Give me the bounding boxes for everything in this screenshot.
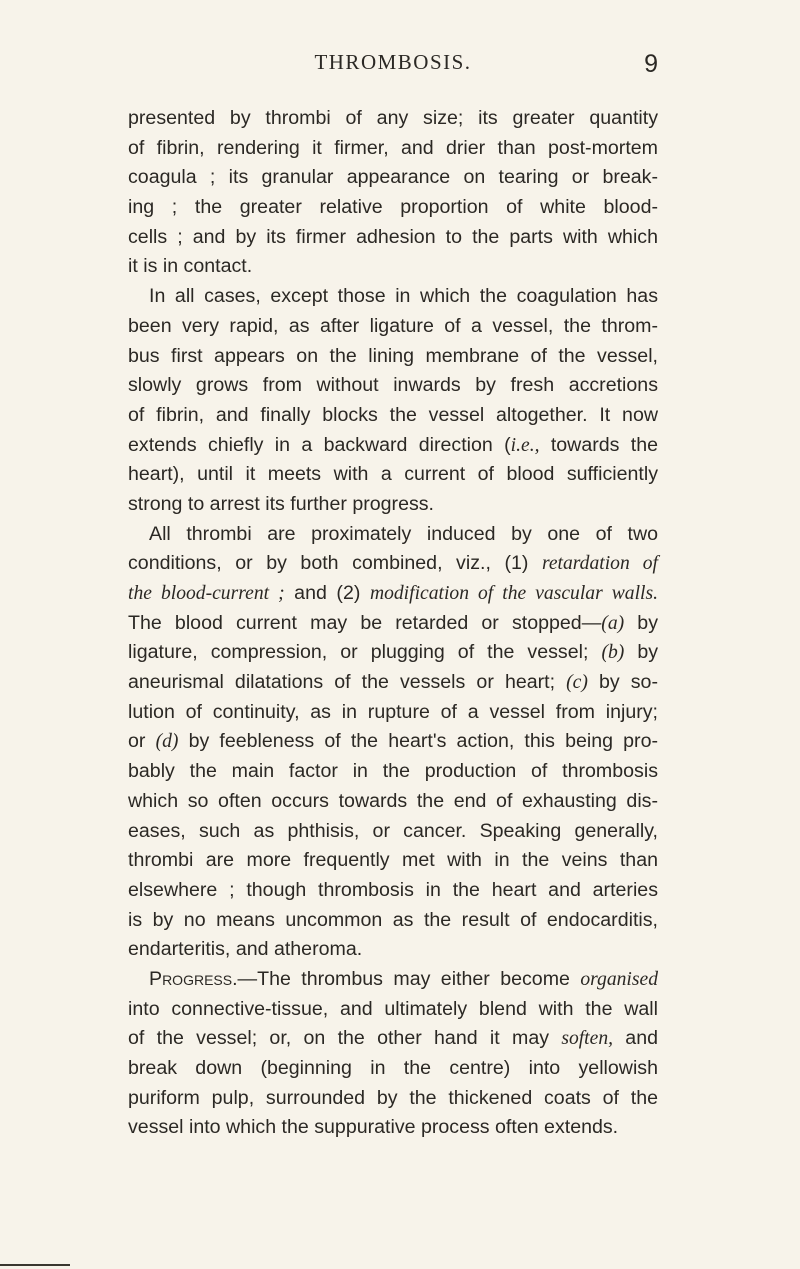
text-line: slowly grows from without inwards by fresh accretions (128, 374, 658, 397)
text-line: strong to arrest its further progress. (128, 492, 434, 515)
text-line: of fibrin, rendering it firmer, and drier than post-mortem (128, 136, 658, 159)
text-line: aneurismal dilatations of the vessels or heart; (c) by so- (128, 671, 658, 694)
text-line: Progress.—The thrombus may either become organised (149, 967, 658, 990)
text-line: The blood current may be retarded or stopped—(a) by (128, 611, 659, 634)
page-header (128, 50, 658, 84)
text-line: into connective-tissue, and ultimately blend with the wall (128, 997, 658, 1020)
text-line: of fibrin, and finally blocks the vessel altogether. It now (128, 403, 658, 426)
text-line: is by no means uncommon as the result of endocarditis, (128, 908, 658, 931)
text-line: elsewhere ; though thrombosis in the heart and arteries (128, 878, 658, 901)
text-line: endarteritis, and atheroma. (128, 938, 363, 961)
text-line: ing ; the greater relative proportion of white blood- (128, 196, 658, 219)
text-line: eases, such as phthisis, or cancer. Speaking generally, (128, 819, 658, 842)
text-line: conditions, or by both combined, viz., (1) retardation of (128, 552, 658, 575)
text-line: of the vessel; or, on the other hand it may soften, and (128, 1027, 658, 1050)
text-line: bus first appears on the lining membrane of the vessel, (128, 344, 658, 367)
page-number: 9 (644, 50, 658, 78)
text-line: been very rapid, as after ligature of a vessel, the throm- (128, 314, 658, 337)
text-line: the blood-current ; and (2) modification of the vascular walls. (128, 582, 658, 604)
text-line: puriform pulp, surrounded by the thickened coats of the (128, 1086, 658, 1109)
text-line: vessel into which the suppurative process often extends. (128, 1116, 619, 1139)
text-line: bably the main factor in the production of thrombosis (128, 760, 658, 783)
text-line: cells ; and by its firmer adhesion to the parts with which (128, 225, 658, 248)
running-head: THROMBOSIS. (314, 50, 472, 74)
body-text (128, 104, 658, 1143)
text-line: presented by thrombi of any size; its greater quantity (128, 107, 658, 129)
text-line: thrombi are more frequently met with in the veins than (128, 849, 658, 872)
text-line: which so often occurs towards the end of exhausting dis- (128, 789, 658, 812)
text-line: In all cases, except those in which the coagulation has (149, 285, 658, 308)
page-edge-rule (0, 1264, 70, 1266)
text-line: or (d) by feebleness of the heart's action, this being pro- (128, 730, 658, 753)
text-line: lution of continuity, as in rupture of a vessel from injury; (128, 700, 658, 723)
text-line: break down (beginning in the centre) into yellowish (128, 1057, 658, 1079)
text-line: ligature, compression, or plugging of the vessel; (b) by (128, 641, 659, 664)
text-line: it is in contact. (128, 255, 253, 278)
text-line: heart), until it meets with a current of blood sufficiently (128, 463, 658, 486)
text-line: coagula ; its granular appearance on tearing or break- (128, 166, 658, 189)
text-line: extends chiefly in a backward direction (i.e., towards the (128, 433, 658, 456)
section-heading: Progress. (149, 967, 238, 990)
text-line: All thrombi are proximately induced by one of two (149, 522, 658, 545)
